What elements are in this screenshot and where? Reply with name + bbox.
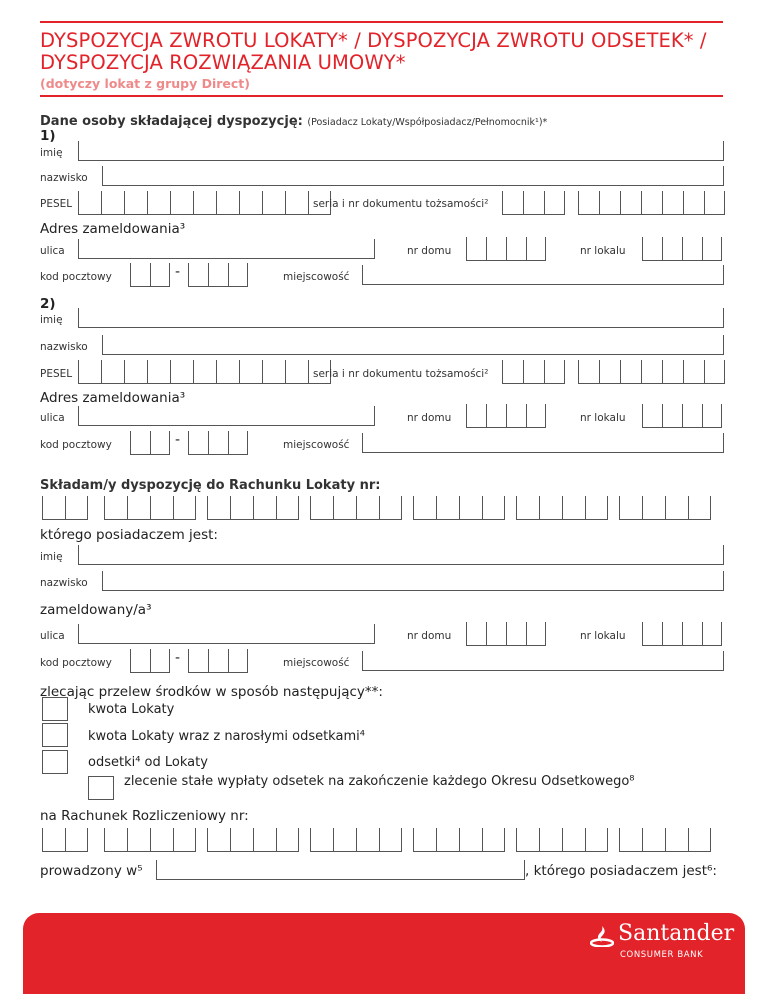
held-at-input[interactable]: [156, 860, 525, 880]
person1-city-input[interactable]: [362, 265, 724, 285]
person-heading-text: Dane osoby składającej dyspozycję:: [40, 114, 303, 129]
deposit-house-no-label: nr domu: [407, 630, 452, 642]
person1-apartment-no-boxes[interactable]: [642, 237, 722, 261]
person2-pesel-label: PESEL: [40, 368, 73, 380]
person2-postal-dash: -: [175, 432, 181, 448]
settlement-account-group-4[interactable]: [310, 828, 402, 852]
deposit-last-name-label: nazwisko: [40, 577, 88, 589]
person2-city-label: miejscowość: [283, 439, 350, 451]
person2-house-no-label: nr domu: [407, 412, 452, 424]
option-interest-label: odsetki⁴ od Lokaty: [88, 755, 208, 770]
person1-street-input[interactable]: [78, 239, 375, 259]
form-subtitle: (dotyczy lokat z grupy Direct): [40, 76, 250, 91]
flame-icon: [590, 925, 614, 947]
deposit-postal-code-prefix-boxes[interactable]: [130, 649, 170, 673]
deposit-city-label: miejscowość: [283, 657, 350, 669]
settlement-account-group-5[interactable]: [413, 828, 505, 852]
option-interest-checkbox[interactable]: [42, 750, 68, 774]
person1-first-name-label: imię: [40, 147, 63, 159]
person2-id-doc-label: seria i nr dokumentu tożsamości²: [313, 368, 489, 380]
deposit-owner-heading: którego posiadaczem jest:: [40, 527, 218, 543]
person2-number: 2): [40, 296, 56, 312]
brand-name: Santander: [618, 921, 735, 946]
transfer-heading: zlecając przelew środków w sposób następujący**:: [40, 684, 383, 700]
settlement-owner-label: , którego posiadaczem jest⁶:: [525, 863, 717, 879]
deposit-postal-code-suffix-boxes[interactable]: [188, 649, 248, 673]
person1-house-no-boxes[interactable]: [466, 237, 546, 261]
person2-postal-code-prefix-boxes[interactable]: [130, 431, 170, 455]
person2-last-name-label: nazwisko: [40, 341, 88, 353]
deposit-account-group-6[interactable]: [516, 496, 608, 520]
deposit-account-group-3[interactable]: [207, 496, 299, 520]
person2-city-input[interactable]: [362, 433, 724, 453]
settlement-account-group-1[interactable]: [42, 828, 88, 852]
person2-postal-code-label: kod pocztowy: [40, 439, 112, 451]
deposit-city-input[interactable]: [362, 651, 724, 671]
settlement-account-group-7[interactable]: [619, 828, 711, 852]
deposit-apartment-no-boxes[interactable]: [642, 622, 722, 646]
person2-postal-code-suffix-boxes[interactable]: [188, 431, 248, 455]
person2-first-name-label: imię: [40, 314, 63, 326]
person1-apartment-no-label: nr lokalu: [580, 245, 626, 257]
deposit-account-group-1[interactable]: [42, 496, 88, 520]
person2-first-name-input[interactable]: [78, 308, 724, 328]
person1-number: 1): [40, 128, 56, 144]
person2-id-number-boxes[interactable]: [578, 360, 725, 384]
person1-pesel-label: PESEL: [40, 198, 73, 210]
person-heading-note: (Posiadacz Lokaty/Współposiadacz/Pełnomocnik¹)*: [307, 117, 548, 128]
deposit-account-group-2[interactable]: [104, 496, 196, 520]
option-amount-with-interest-checkbox[interactable]: [42, 723, 68, 747]
deposit-postal-dash: -: [175, 650, 181, 666]
deposit-first-name-input[interactable]: [78, 545, 724, 565]
deposit-account-group-4[interactable]: [310, 496, 402, 520]
person1-postal-dash: -: [175, 264, 181, 280]
deposit-registered-heading: zameldowany/a³: [40, 602, 152, 618]
person1-last-name-input[interactable]: [102, 166, 724, 186]
deposit-account-group-5[interactable]: [413, 496, 505, 520]
settlement-account-group-3[interactable]: [207, 828, 299, 852]
held-at-label: prowadzony w⁵: [40, 863, 143, 879]
person1-id-doc-label: seria i nr dokumentu tożsamości²: [313, 198, 489, 210]
deposit-apartment-no-label: nr lokalu: [580, 630, 626, 642]
deposit-house-no-boxes[interactable]: [466, 622, 546, 646]
option-deposit-amount-checkbox[interactable]: [42, 697, 68, 721]
person1-address-heading: Adres zameldowania³: [40, 221, 186, 237]
form-title: DYSPOZYCJA ZWROTU LOKATY* / DYSPOZYCJA ZWROTU ODSETEK* / DYSPOZYCJA ROZWIĄZANIA UMOWY*: [40, 29, 707, 74]
top-rule: [40, 21, 723, 23]
person1-first-name-input[interactable]: [78, 141, 724, 161]
person2-pesel-boxes[interactable]: [78, 360, 331, 384]
deposit-first-name-label: imię: [40, 551, 63, 563]
person1-id-number-boxes[interactable]: [578, 191, 725, 215]
person2-id-series-boxes[interactable]: [502, 360, 565, 384]
option-standing-order-label: zlecenie stałe wypłaty odsetek na zakończenie każdego Okresu Odsetkowego⁸: [124, 774, 635, 789]
person2-street-label: ulica: [40, 412, 65, 424]
person2-house-no-boxes[interactable]: [466, 404, 546, 428]
person1-house-no-label: nr domu: [407, 245, 452, 257]
option-standing-order-checkbox[interactable]: [88, 776, 114, 800]
person1-postal-code-label: kod pocztowy: [40, 271, 112, 283]
person1-pesel-boxes[interactable]: [78, 191, 331, 215]
brand-subtitle: CONSUMER BANK: [620, 950, 704, 960]
settlement-account-group-6[interactable]: [516, 828, 608, 852]
person1-street-label: ulica: [40, 245, 65, 257]
person1-postal-code-suffix-boxes[interactable]: [188, 263, 248, 287]
deposit-last-name-input[interactable]: [102, 571, 724, 591]
option-deposit-amount-label: kwota Lokaty: [88, 702, 175, 717]
person-section-heading: [40, 114, 547, 129]
person1-id-series-boxes[interactable]: [502, 191, 565, 215]
person1-last-name-label: nazwisko: [40, 172, 88, 184]
person2-address-heading: Adres zameldowania³: [40, 390, 186, 406]
settlement-heading: na Rachunek Rozliczeniowy nr:: [40, 808, 249, 824]
deposit-postal-code-label: kod pocztowy: [40, 657, 112, 669]
header-rule: [40, 95, 723, 97]
deposit-account-heading: Składam/y dyspozycję do Rachunku Lokaty nr:: [40, 478, 381, 493]
person2-apartment-no-boxes[interactable]: [642, 404, 722, 428]
deposit-street-label: ulica: [40, 630, 65, 642]
person2-last-name-input[interactable]: [102, 335, 724, 355]
person1-city-label: miejscowość: [283, 271, 350, 283]
person2-street-input[interactable]: [78, 406, 375, 426]
person1-postal-code-prefix-boxes[interactable]: [130, 263, 170, 287]
deposit-street-input[interactable]: [78, 624, 375, 644]
settlement-account-group-2[interactable]: [104, 828, 196, 852]
person2-apartment-no-label: nr lokalu: [580, 412, 626, 424]
deposit-account-group-7[interactable]: [619, 496, 711, 520]
option-amount-with-interest-label: kwota Lokaty wraz z narosłymi odsetkami⁴: [88, 729, 365, 744]
